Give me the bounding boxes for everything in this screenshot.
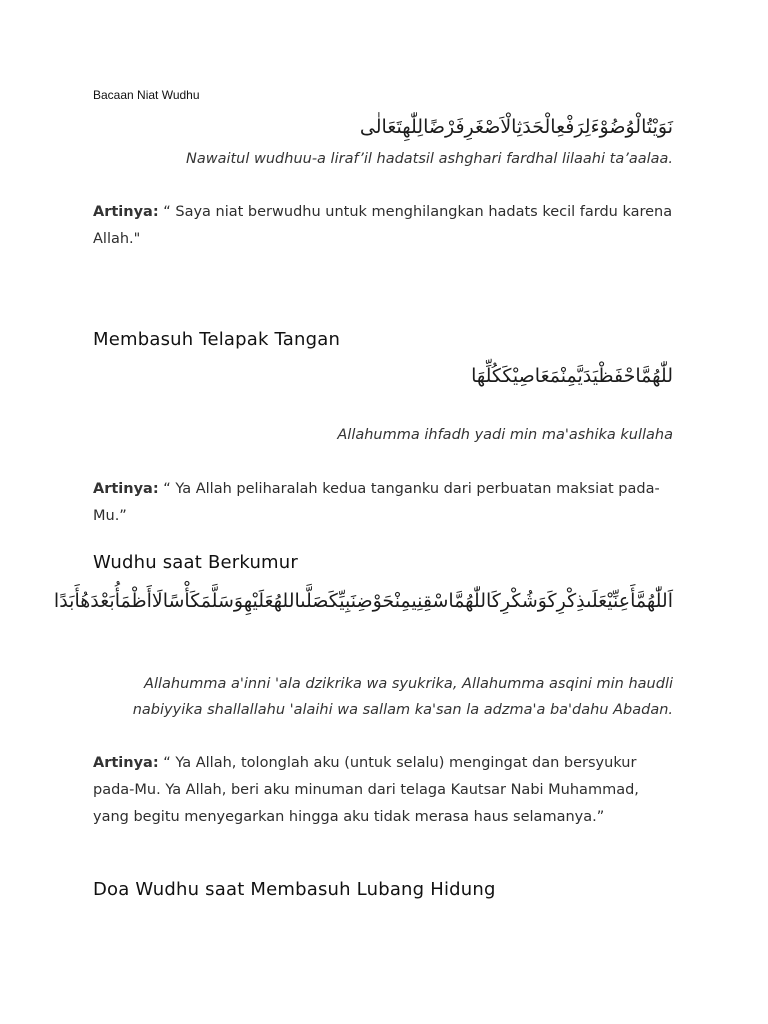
document-title: Bacaan Niat Wudhu (93, 88, 200, 102)
section-transliteration: Allahumma ihfadh yadi min ma'ashika kullaha (337, 427, 673, 443)
section-meaning (93, 476, 673, 530)
section-meaning-label: Artinya: (93, 481, 159, 497)
section-arabic-text: اَللّٰهُمَّأَعِنِّيْعَلَىذِكْرِكَوَشُكْرِكَاللّٰهُمَّاسْقِنِيمِنْحَوْضِنَبِيِّكَصَلَّىاللهُعَلَيْهِوَسَلَّمَكَأْسًالَاأَظْمَأُبَعْدَهُأَبَدًا (53, 590, 673, 612)
niat-meaning-text: “ Saya niat berwudhu untuk menghilangkan hadats kecil fardu karena Allah." (93, 204, 673, 247)
niat-meaning (93, 199, 673, 253)
section-transliteration: Allahumma a'inni 'ala dzikrika wa syukrika, Allahumma asqini min haudli nabiyyika shallallahu 'alaihi wa sallam ka'san la adzma'a ba'dahu Abadan. (132, 676, 673, 718)
section-heading: Membasuh Telapak Tangan (93, 329, 341, 350)
section-meaning-label: Artinya: (93, 755, 159, 771)
section-meaning (93, 750, 673, 831)
section-meaning-text: “ Ya Allah, tolonglah aku (untuk selalu) mengingat dan bersyukur pada-Mu. Ya Allah, beri aku minuman dari telaga Kautsar Nabi Muhammad, yang begitu menyegarkan hingga aku tidak merasa haus selamanya.” (93, 755, 639, 825)
niat-transliteration: Nawaitul wudhuu-a liraf’il hadatsil ashghari fardhal lilaahi ta’aalaa. (185, 151, 673, 167)
section-meaning-text: “ Ya Allah peliharalah kedua tanganku dari perbuatan maksiat pada-Mu.” (93, 481, 660, 524)
niat-arabic-text: نَوَيْتُالْوُضُوْءَلِرَفْعِالْحَدَثِالْاَصْغَرِفَرْضًالِلّٰهِتَعَالٰى (359, 116, 673, 138)
section-heading: Doa Wudhu saat Membasuh Lubang Hidung (93, 879, 496, 900)
niat-meaning-label: Artinya: (93, 204, 159, 220)
section-heading: Wudhu saat Berkumur (93, 552, 298, 573)
section-arabic-text: للّٰهُمَّاحْفَظْيَدَيَّمِنْمَعَاصِيْكَكُلِّهَا (471, 365, 673, 387)
